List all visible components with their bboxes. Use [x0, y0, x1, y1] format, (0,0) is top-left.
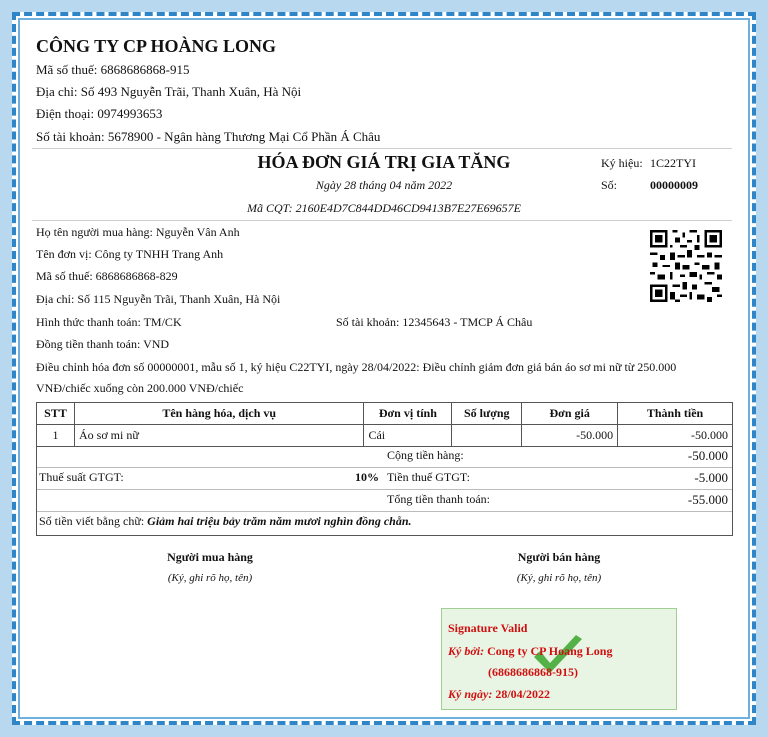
seller-address: Địa chỉ: Số 493 Nguyễn Trãi, Thanh Xuân, Hà Nội: [36, 84, 302, 99]
signed-by-label: Ký bởi:: [448, 644, 485, 658]
adjustment-note-line2: VNĐ/chiếc xuống còn 200.000 VNĐ/chiếc: [36, 381, 244, 395]
table-row: [37, 425, 733, 447]
cell-unit: Cái: [364, 425, 452, 447]
col-header-unit: Đơn vị tính: [364, 403, 452, 425]
total-label: Tổng tiền thanh toán:: [387, 492, 490, 506]
invoice-date: Ngày 28 tháng 04 năm 2022: [315, 178, 453, 192]
subtotal-row: [37, 445, 732, 468]
signed-date-value: 28/04/2022: [495, 687, 550, 701]
buyer-address: Địa chỉ: Số 115 Nguyễn Trãi, Thanh Xuân, Hà Nội: [36, 292, 281, 306]
vat-rate-value: 10%: [355, 470, 379, 484]
seller-account: Số tài khoản: 5678900 - Ngân hàng Thương Mại Cổ Phần Á Châu: [36, 129, 381, 144]
buyer-signature-title: Người mua hàng: [167, 550, 253, 564]
in-words-value: Giảm hai triệu bảy trăm năm mươi nghìn đồng chẵn.: [147, 514, 412, 528]
col-header-stt: STT: [37, 403, 75, 425]
amount-in-words: [39, 514, 412, 529]
buyer-signature-note: (Ký, ghi rõ họ, tên): [167, 572, 253, 584]
payment-method: Hình thức thanh toán: TM/CK: [36, 315, 182, 329]
vat-amount-label: Tiền thuế GTGT:: [387, 470, 470, 484]
in-words-label: Số tiền viết bằng chữ:: [39, 514, 145, 528]
symbol-value: 1C22TYI: [650, 156, 696, 170]
divider: [32, 220, 732, 221]
buyer-name: Họ tên người mua hàng: Nguyễn Vân Anh: [36, 225, 240, 239]
qr-code: [650, 230, 722, 302]
seller-tax-code: Mã số thuế: 6868686868-915: [36, 62, 190, 77]
buyer-tax-code: Mã số thuế: 6868686868-829: [36, 269, 178, 283]
col-header-amount: Thành tiền: [618, 403, 733, 425]
seller-company-name: CÔNG TY CP HOÀNG LONG: [36, 36, 277, 56]
invoice-cqt-code: Mã CQT: 2160E4D7C844DD46CD9413B7E27E69657E: [247, 201, 521, 215]
digital-signature-box[interactable]: [441, 608, 677, 710]
subtotal-label: Cộng tiền hàng:: [387, 448, 464, 462]
buyer-account: Số tài khoản: 12345643 - TMCP Á Châu: [336, 315, 533, 329]
subtotal-value: -50.000: [687, 448, 728, 463]
vat-amount-value: -5.000: [694, 470, 728, 485]
invoice-title: HÓA ĐƠN GIÁ TRỊ GIA TĂNG: [257, 152, 511, 172]
signed-date-label: Ký ngày:: [448, 687, 493, 701]
buyer-unit: Tên đơn vị: Công ty TNHH Trang Anh: [36, 247, 224, 261]
seller-signature-title: Người bán hàng: [517, 550, 601, 564]
total-value: -55.000: [687, 492, 728, 507]
vat-row: [37, 467, 732, 490]
items-table: [36, 402, 733, 447]
signed-date: [448, 687, 550, 702]
number-label: Số:: [601, 178, 618, 192]
total-row: [37, 489, 732, 512]
col-header-qty: Số lượng: [452, 403, 522, 425]
totals-box: [36, 445, 733, 536]
table-header-row: [37, 403, 733, 425]
divider: [32, 148, 732, 149]
cell-stt: 1: [37, 425, 75, 447]
signed-by: [448, 644, 612, 659]
cell-name: Áo sơ mi nữ: [74, 425, 363, 447]
cell-price: -50.000: [522, 425, 618, 447]
symbol-label: Ký hiệu:: [601, 156, 643, 170]
vat-rate-label: Thuế suất GTGT:: [39, 470, 124, 484]
seller-phone: Điện thoại: 0974993653: [36, 106, 163, 121]
currency: Đồng tiền thanh toán: VND: [36, 337, 170, 351]
col-header-name: Tên hàng hóa, dịch vụ: [74, 403, 363, 425]
cell-qty: [452, 425, 522, 447]
signature-valid-text: Signature Valid: [448, 621, 528, 635]
signed-by-code: (6868686868-915): [488, 665, 578, 679]
cell-amount: -50.000: [618, 425, 733, 447]
col-header-price: Đơn giá: [522, 403, 618, 425]
adjustment-note-line1: Điều chỉnh hóa đơn số 00000001, mẫu số 1, ký hiệu C22TYI, ngày 28/04/2022: Điều chỉnh giảm đơn giá bán áo sơ mi nữ từ 250.000: [36, 360, 677, 374]
seller-signature-note: (Ký, ghi rõ họ, tên): [516, 572, 602, 584]
number-value: 00000009: [650, 178, 698, 192]
signed-by-value: Cong ty CP Hoang Long: [487, 644, 613, 658]
